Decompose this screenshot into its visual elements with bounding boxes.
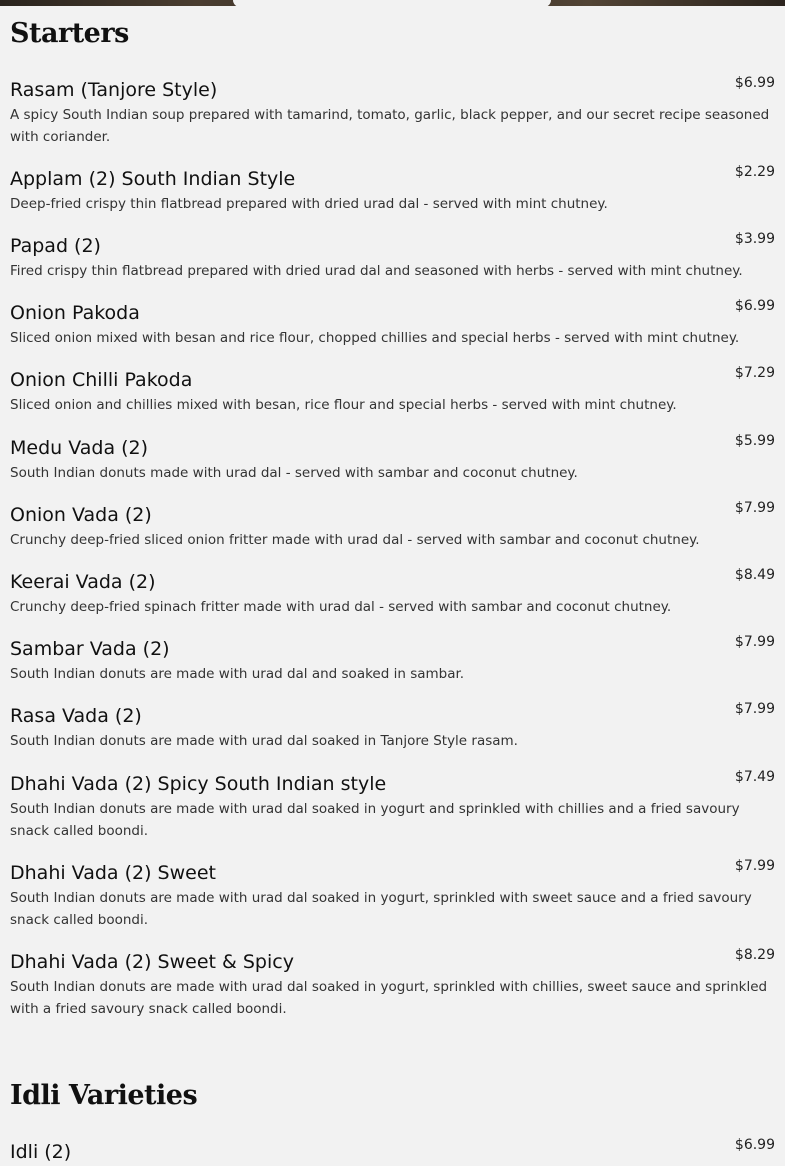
item-name: Keerai Vada (2) (10, 571, 156, 593)
item-description: A spicy South Indian soup prepared with tamarind, tomato, garlic, black pepper, and our secret recipe seasoned with coriander. (10, 107, 770, 145)
item-price: $8.49 (734, 567, 775, 583)
item-description: South Indian donuts are made with urad dal soaked in yogurt and sprinkled with chillies and a fried savoury snack called boondi. (10, 801, 740, 839)
item-name: Idli (2) (10, 1141, 72, 1163)
menu-item[interactable] (10, 858, 775, 931)
item-name: Rasam (Tanjore Style) (10, 79, 218, 101)
item-name: Papad (2) (10, 235, 101, 257)
item-price: $6.99 (734, 1137, 775, 1153)
item-price: $8.29 (734, 947, 775, 963)
item-description: South Indian donuts are made with urad dal soaked in yogurt, sprinkled with chillies, sweet sauce and sprinkled with a fried savoury snack called boondi. (10, 979, 768, 1017)
item-price: $7.99 (734, 701, 775, 717)
item-price: $7.99 (734, 500, 775, 516)
item-description: South Indian donuts are made with urad dal soaked in Tanjore Style rasam. (10, 733, 518, 749)
item-description: South Indian donuts are made with urad dal soaked in yogurt, sprinkled with sweet sauce and a fried savoury snack called boondi. (10, 890, 752, 928)
item-description: Sliced onion and chillies mixed with besan, rice flour and special herbs - served with mint chutney. (10, 397, 677, 413)
item-price: $7.29 (734, 365, 775, 381)
item-description: Crunchy deep-fried spinach fritter made with urad dal - served with sambar and coconut chutney. (10, 599, 672, 615)
menu-item[interactable] (10, 567, 775, 618)
item-name: Dhahi Vada (2) Spicy South Indian style (10, 773, 387, 795)
item-name: Dhahi Vada (2) Sweet & Spicy (10, 951, 294, 973)
section-title-idli-varieties: Idli Varieties (10, 1080, 198, 1111)
item-name: Dhahi Vada (2) Sweet (10, 862, 216, 884)
menu-item[interactable] (10, 365, 775, 416)
hero-tab (233, 0, 551, 7)
menu-item[interactable] (10, 500, 775, 551)
menu-item[interactable] (10, 1137, 775, 1164)
item-description: Deep-fried crispy thin flatbread prepared with dried urad dal - served with mint chutney. (10, 196, 608, 212)
menu-item[interactable] (10, 769, 775, 842)
menu-item[interactable] (10, 947, 775, 1020)
item-price: $7.99 (734, 634, 775, 650)
item-description: Crunchy deep-fried sliced onion fritter made with urad dal - served with sambar and coconut chutney. (10, 532, 700, 548)
item-description: Fired crispy thin flatbread prepared with dried urad dal and seasoned with herbs - served with mint chutney. (10, 263, 743, 279)
item-name: Rasa Vada (2) (10, 705, 142, 727)
menu-item[interactable] (10, 164, 775, 215)
item-price: $2.29 (734, 164, 775, 180)
item-description: Sliced onion mixed with besan and rice flour, chopped chillies and special herbs - served with mint chutney. (10, 330, 740, 346)
item-description: South Indian donuts are made with urad dal and soaked in sambar. (10, 666, 465, 682)
menu-item[interactable] (10, 433, 775, 484)
item-price: $7.49 (734, 769, 775, 785)
item-name: Onion Pakoda (10, 302, 140, 324)
item-name: Onion Vada (2) (10, 504, 152, 526)
item-name: Applam (2) South Indian Style (10, 168, 296, 190)
menu-item[interactable] (10, 634, 775, 685)
menu-item[interactable] (10, 75, 775, 148)
menu-item[interactable] (10, 298, 775, 349)
item-price: $6.99 (734, 75, 775, 91)
item-price: $6.99 (734, 298, 775, 314)
item-description: South Indian donuts made with urad dal - served with sambar and coconut chutney. (10, 465, 578, 481)
section-title-starters: Starters (10, 18, 129, 49)
item-name: Medu Vada (2) (10, 437, 149, 459)
item-price: $5.99 (734, 433, 775, 449)
menu-item[interactable] (10, 231, 775, 282)
item-name: Onion Chilli Pakoda (10, 369, 193, 391)
item-price: $3.99 (734, 231, 775, 247)
menu-item[interactable] (10, 701, 775, 752)
item-name: Sambar Vada (2) (10, 638, 170, 660)
item-price: $7.99 (734, 858, 775, 874)
